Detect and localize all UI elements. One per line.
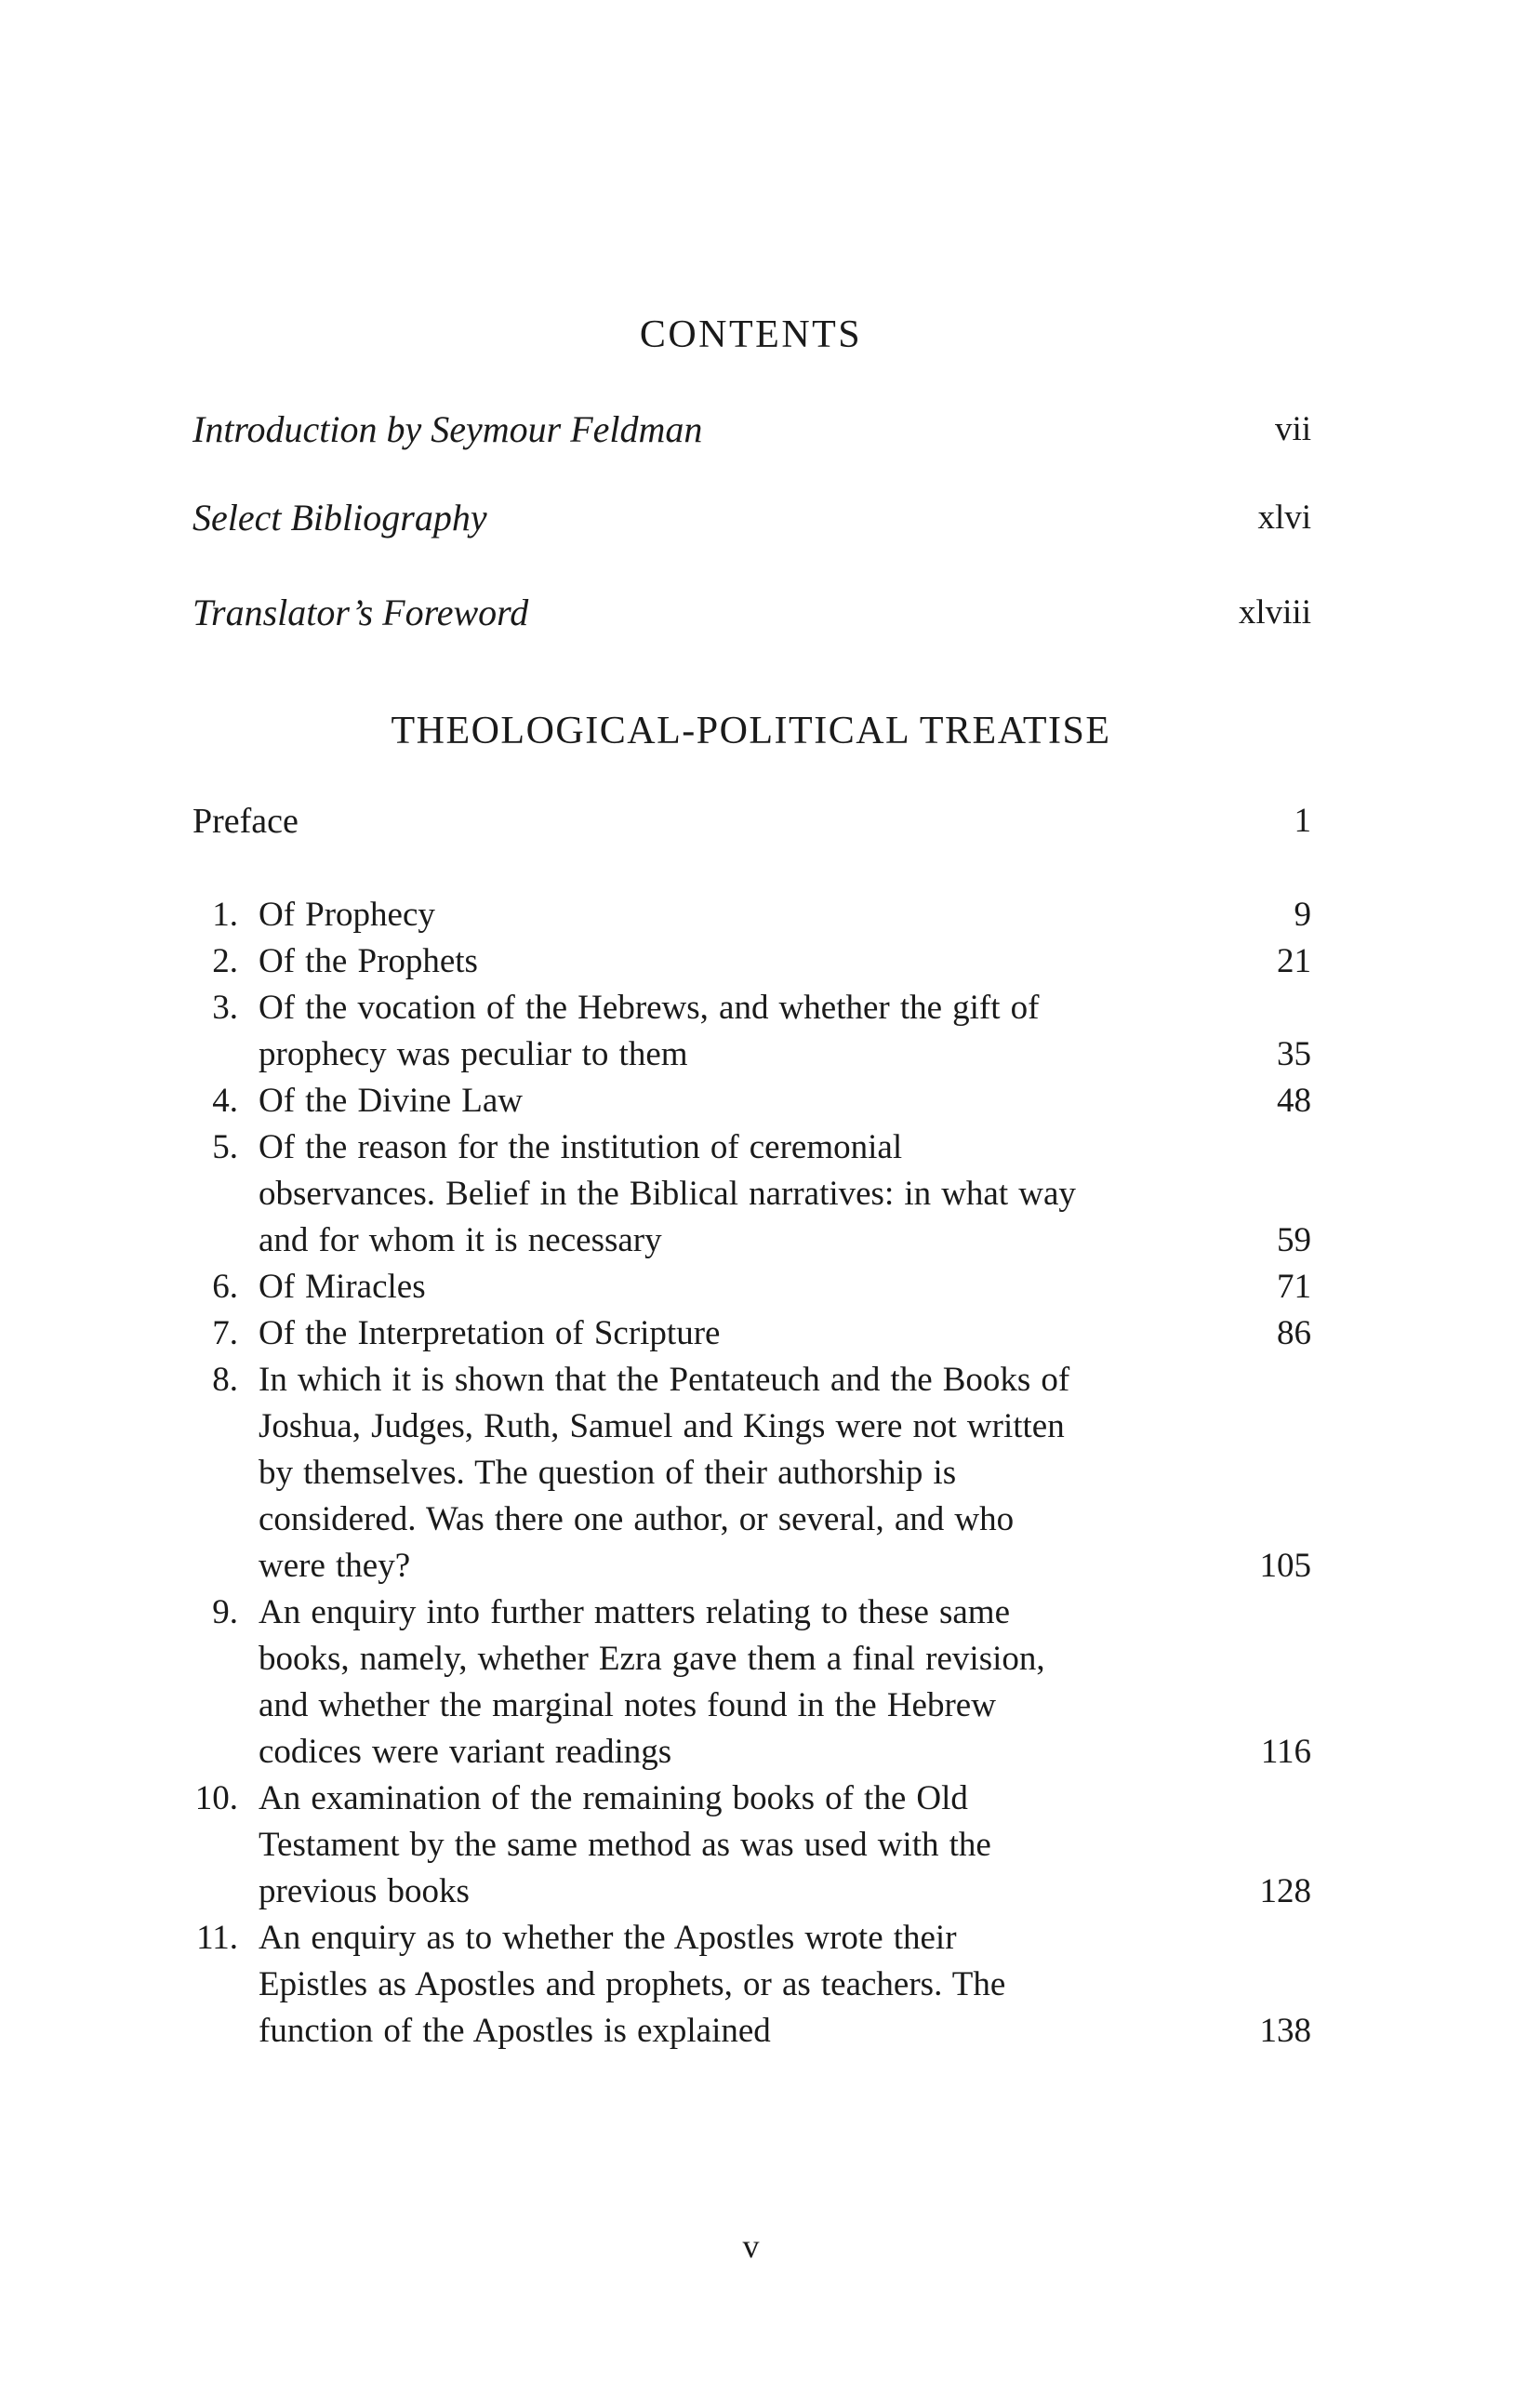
chapter-title-line: Joshua, Judges, Ruth, Samuel and Kings were not written [259,1407,1065,1445]
chapter-title-line: Of the Interpretation of Scripture [259,1314,721,1352]
page-footer-number: v [742,2228,760,2265]
chapter-title-line: An enquiry into further matters relating to these same [259,1593,1011,1631]
chapter-number: 1. [212,896,238,934]
chapter-page-number: 138 [1259,2012,1311,2050]
chapter-number: 7. [212,1314,238,1352]
chapter-number: 9. [212,1593,238,1631]
chapter-entry [0,1776,1311,1915]
chapter-entry [0,1264,1311,1310]
chapter-entry [0,1310,1311,1357]
entry-label: Preface [192,802,299,841]
chapter-page-number: 35 [1277,1035,1311,1073]
chapter-entry [0,1915,1311,2055]
chapter-entry [0,985,1311,1078]
contents-title: CONTENTS [639,313,863,356]
entry-label: Introduction by Seymour Feldman [192,408,703,450]
chapter-entry [0,1078,1311,1124]
chapter-title-line: Of Miracles [259,1268,426,1306]
chapter-title-line: function of the Apostles is explained [259,2012,771,2050]
chapter-title-line: Of the reason for the institution of ceremonial [259,1128,903,1166]
chapter-page-number: 128 [1259,1872,1311,1910]
chapter-title-line: An examination of the remaining books of the Old [259,1779,968,1817]
section-title: THEOLOGICAL-POLITICAL TREATISE [391,710,1111,752]
chapter-number: 2. [212,942,238,980]
chapter-page-number: 116 [1260,1733,1311,1771]
chapter-title-line: prophecy was peculiar to them [259,1035,688,1073]
chapter-entry [0,892,1311,938]
chapter-entry [0,938,1311,985]
chapter-title-line: and whether the marginal notes found in the Hebrew [259,1686,996,1724]
entry-page-number: xlvi [1257,499,1311,537]
chapter-page-number: 86 [1277,1314,1311,1352]
chapter-title-line: observances. Belief in the Biblical narratives: in what way [259,1175,1076,1213]
chapter-title-line: and for whom it is necessary [259,1221,662,1259]
chapter-title-line: Of Prophecy [259,896,435,934]
chapter-page-number: 71 [1277,1268,1311,1306]
chapter-title-line: Of the Prophets [259,942,478,980]
chapter-title-line: Of the Divine Law [259,1082,523,1120]
entry-page-number: xlviii [1238,593,1311,632]
preface-entry [192,798,1311,845]
page-footer [191,2223,1311,2269]
entry-page-number: 1 [1294,802,1311,840]
front-matter-list [0,406,1540,636]
chapter-title-line: An enquiry as to whether the Apostles wrote their [259,1919,957,1957]
entry-page-number: vii [1274,410,1311,448]
chapter-page-number: 105 [1259,1547,1311,1585]
chapter-page-number: 21 [1277,942,1311,980]
chapter-page-number: 48 [1277,1082,1311,1120]
chapter-number: 6. [212,1268,238,1306]
chapter-title-line: by themselves. The question of their authorship is [259,1454,957,1492]
chapter-number: 5. [212,1128,238,1166]
chapter-page-number: 9 [1294,896,1311,934]
chapter-title-line: previous books [259,1872,470,1910]
chapter-title-line: codices were variant readings [259,1733,672,1771]
chapter-title-line: were they? [259,1547,411,1585]
chapter-entry [0,1590,1311,1776]
chapter-number: 10. [194,1779,238,1817]
chapter-entry [0,1357,1311,1590]
chapter-number: 8. [212,1361,238,1399]
chapter-number: 3. [212,989,238,1027]
chapter-title-line: In which it is shown that the Pentateuch and the Books of [259,1361,1070,1399]
entry-label: Select Bibliography [192,497,487,539]
chapter-title-line: books, namely, whether Ezra gave them a final revision, [259,1640,1045,1678]
front-matter-entry [192,495,1311,541]
chapter-number: 4. [212,1082,238,1120]
chapter-title-line: Testament by the same method as was used with the [259,1826,991,1864]
front-matter-entry [192,406,1311,453]
front-matter-entry [192,590,1311,636]
chapter-title-line: Epistles as Apostles and prophets, or as teachers. The [259,1965,1006,2003]
chapter-entry [0,1124,1311,1264]
chapter-page-number: 59 [1277,1221,1311,1259]
chapter-title-line: Of the vocation of the Hebrews, and whether the gift of [259,989,1040,1027]
chapter-number: 11. [196,1919,238,1957]
chapter-title-line: considered. Was there one author, or several, and who [259,1500,1015,1538]
chapter-list [0,892,1540,2055]
entry-label: Translator’s Foreword [192,592,529,633]
